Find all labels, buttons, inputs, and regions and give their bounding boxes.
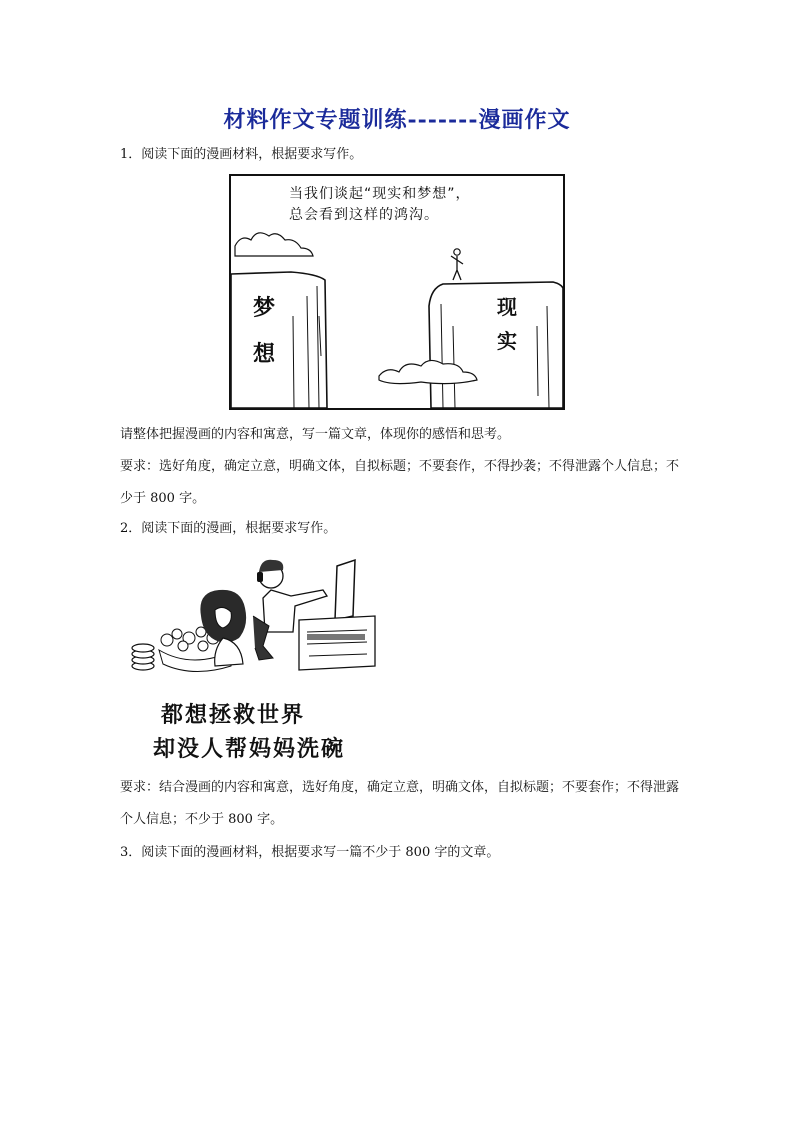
comic-save-the-world bbox=[123, 546, 385, 770]
comic-dream-reality bbox=[229, 174, 565, 410]
q1-requirements: 要求：选好角度，确定立意，明确文体，自拟标题；不要套作，不得抄袭；不得泄露个人信息；不少于 800 字。 bbox=[120, 459, 680, 506]
left-cliff-label: 梦想 bbox=[253, 296, 276, 367]
comic-save-the-world-drawing bbox=[123, 546, 385, 686]
comic-text-line-2: 却没人帮妈妈洗碗 bbox=[153, 737, 346, 762]
q1-instruction: 请整体把握漫画的内容和寓意，写一篇文章，体现你的感悟和思考。 bbox=[120, 427, 511, 442]
right-cliff-label: 现实 bbox=[497, 295, 517, 353]
comic-caption-line-1: 当我们谈起“现实和梦想”， bbox=[289, 186, 471, 202]
q2-requirements: 要求：结合漫画的内容和寓意，选好角度，确定立意，明确文体，自拟标题；不要套作；不得泄露个人信息；不少于 800 字。 bbox=[120, 780, 680, 827]
q3-prompt: 3．阅读下面的漫画材料，根据要求写一篇不少于 800 字的文章。 bbox=[120, 845, 500, 860]
comic-caption bbox=[289, 184, 471, 226]
q1-prompt: 1．阅读下面的漫画材料，根据要求写作。 bbox=[120, 147, 363, 162]
comic-text-line-1: 都想拯救世界 bbox=[161, 703, 306, 728]
page-title: 材料作文专题训练-------漫画作文 bbox=[223, 107, 571, 133]
comic-caption-line-2: 总会看到这样的鸿沟。 bbox=[289, 207, 439, 223]
q2-prompt: 2．阅读下面的漫画，根据要求写作。 bbox=[120, 521, 337, 536]
